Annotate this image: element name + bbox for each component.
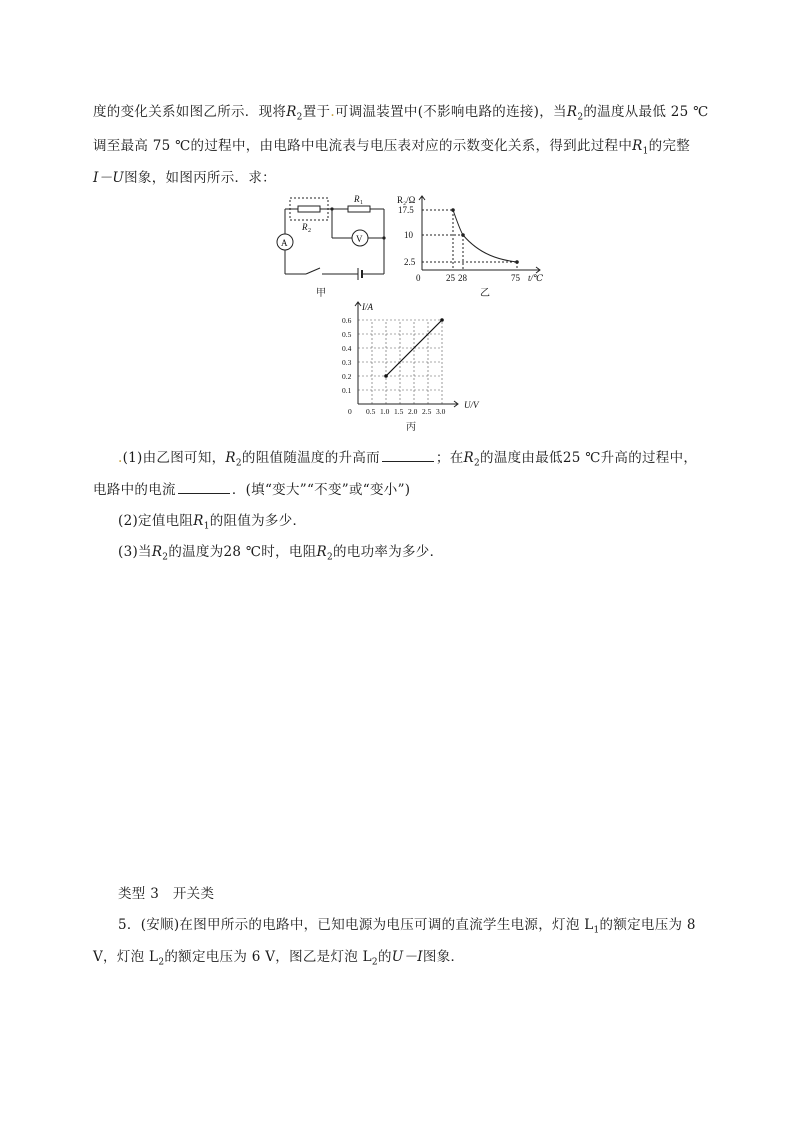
r2-sub: 2 — [308, 228, 311, 234]
paragraph-line-2 — [93, 134, 690, 157]
subscript: 2 — [326, 552, 333, 563]
text: 类型 3 开关类 — [118, 886, 215, 902]
decorative-dot: . — [118, 450, 123, 466]
subscript: 1 — [642, 146, 649, 157]
y-tick-label: 0.1 — [342, 386, 352, 395]
section-heading — [118, 882, 214, 902]
x-axis-label: t/℃ — [528, 273, 544, 283]
text: 图象，如图丙所示．求： — [124, 170, 276, 186]
text: V，灯泡 L — [93, 949, 159, 965]
text: 的额定电压为 8 — [599, 917, 696, 933]
r2-label: R — [302, 222, 308, 232]
y-axis-label: R₂/Ω — [397, 195, 416, 205]
text: 调至最高 75 ℃的过程中，由电路中电流表与电压表对应的示数变化关系，得到此过程中 — [93, 138, 633, 154]
x-tick: 0 — [416, 273, 421, 283]
text: 的完整 — [648, 138, 691, 154]
x-tick-label: 0 — [348, 407, 352, 416]
ammeter-label: A — [281, 238, 288, 248]
text: 可调温装置中(不影响电路的连接)，当 — [334, 104, 567, 120]
text: 图象． — [422, 949, 465, 965]
text: 的温度由最低25 ℃升高的过程中， — [480, 450, 698, 466]
decorative-dot: . — [330, 104, 335, 120]
var-ui: U－I — [391, 949, 423, 965]
y-tick: 10 — [404, 230, 413, 240]
y-axis-label: I/A — [362, 302, 373, 312]
y-tick-label: 0.6 — [342, 316, 352, 325]
data-point — [440, 318, 444, 322]
var-r2: R — [151, 544, 163, 560]
question-1-line-2 — [93, 478, 410, 498]
x-tick: 25 — [446, 273, 455, 283]
subscript: 1 — [593, 925, 600, 936]
var-r1: R — [632, 138, 643, 154]
answer-blank[interactable] — [382, 460, 434, 462]
var-r2: R — [463, 450, 474, 466]
y-tick: 2.5 — [404, 257, 416, 267]
x-tick-label: 0.5 — [366, 407, 376, 416]
var-r2: R — [286, 104, 297, 120]
text: 电路中的电流 — [93, 482, 176, 498]
text: 度的变化关系如图乙所示．现将 — [93, 104, 287, 120]
text: 的阻值随温度的升高而 — [241, 450, 380, 466]
iu-chart — [330, 298, 490, 436]
subscript: 2 — [474, 458, 481, 469]
question-2 — [118, 509, 306, 532]
subscript: 2 — [158, 957, 165, 968]
voltmeter-label: V — [356, 234, 363, 244]
x-tick-label: 2.0 — [408, 407, 418, 416]
text: ；在 — [435, 450, 464, 466]
text: 置于 — [302, 104, 331, 120]
resistor-r2 — [298, 206, 320, 212]
r1-sub: 1 — [360, 200, 363, 206]
paragraph-line-3 — [93, 166, 276, 186]
answer-blank[interactable] — [178, 492, 230, 494]
problem-5-line-2 — [93, 945, 464, 968]
var-r2: R — [566, 104, 578, 120]
subscript: 2 — [577, 112, 584, 123]
subscript: 2 — [296, 112, 303, 123]
var-r1: R — [193, 513, 204, 529]
text: 的阻值为多少． — [209, 513, 307, 529]
resistor-r1 — [348, 206, 370, 212]
question-3 — [118, 540, 443, 563]
circuit-diagram — [240, 190, 390, 300]
subscript: 2 — [162, 552, 169, 563]
figure-caption-bing: 丙 — [406, 422, 416, 433]
text: 的 — [377, 949, 392, 965]
paragraph-line-1 — [93, 100, 709, 123]
y-tick-label: 0.5 — [342, 330, 352, 339]
var-iu: I－U — [93, 170, 125, 186]
y-tick-label: 0.4 — [342, 344, 352, 353]
r1-label: R — [354, 194, 360, 204]
text: 的电功率为多少． — [333, 544, 444, 560]
text: 的额定电压为 6 V，图乙是灯泡 L — [164, 949, 372, 965]
text: (1)由乙图可知， — [122, 450, 226, 466]
r2-temperature-graph — [390, 190, 550, 300]
text: 5．(安顺)在图甲所示的电路中，已知电源为电压可调的直流学生电源，灯泡 L — [118, 917, 594, 933]
switch-symbol — [306, 268, 320, 274]
subscript: 2 — [371, 957, 378, 968]
x-tick-label: 3.0 — [436, 407, 446, 416]
x-tick: 28 — [458, 273, 467, 283]
subscript: 2 — [235, 458, 242, 469]
text: 的温度为28 ℃时，电阻 — [168, 544, 317, 560]
x-tick-label: 2.5 — [422, 407, 432, 416]
x-tick: 75 — [511, 273, 520, 283]
problem-5-line-1 — [118, 913, 696, 936]
x-axis-label: U/V — [464, 400, 479, 410]
x-tick-label: 1.5 — [394, 407, 404, 416]
figure-caption-jia: 甲 — [316, 288, 326, 299]
data-point — [384, 374, 388, 378]
x-tick-label: 1.0 — [380, 407, 390, 416]
text: 的温度从最低 25 ℃ — [583, 104, 709, 120]
y-tick: 17.5 — [398, 205, 414, 215]
text: ．(填“变大”“不变”或“变小”) — [231, 482, 411, 498]
text: (2)定值电阻 — [118, 513, 194, 529]
var-r2: R — [316, 544, 327, 560]
subscript: 1 — [203, 521, 210, 532]
var-r2: R — [225, 450, 236, 466]
y-tick-label: 0.3 — [342, 358, 352, 367]
question-1-line-1 — [118, 446, 697, 469]
text: (3)当 — [118, 544, 152, 560]
figure-caption-yi: 乙 — [480, 288, 490, 299]
y-tick-label: 0.2 — [342, 372, 352, 381]
